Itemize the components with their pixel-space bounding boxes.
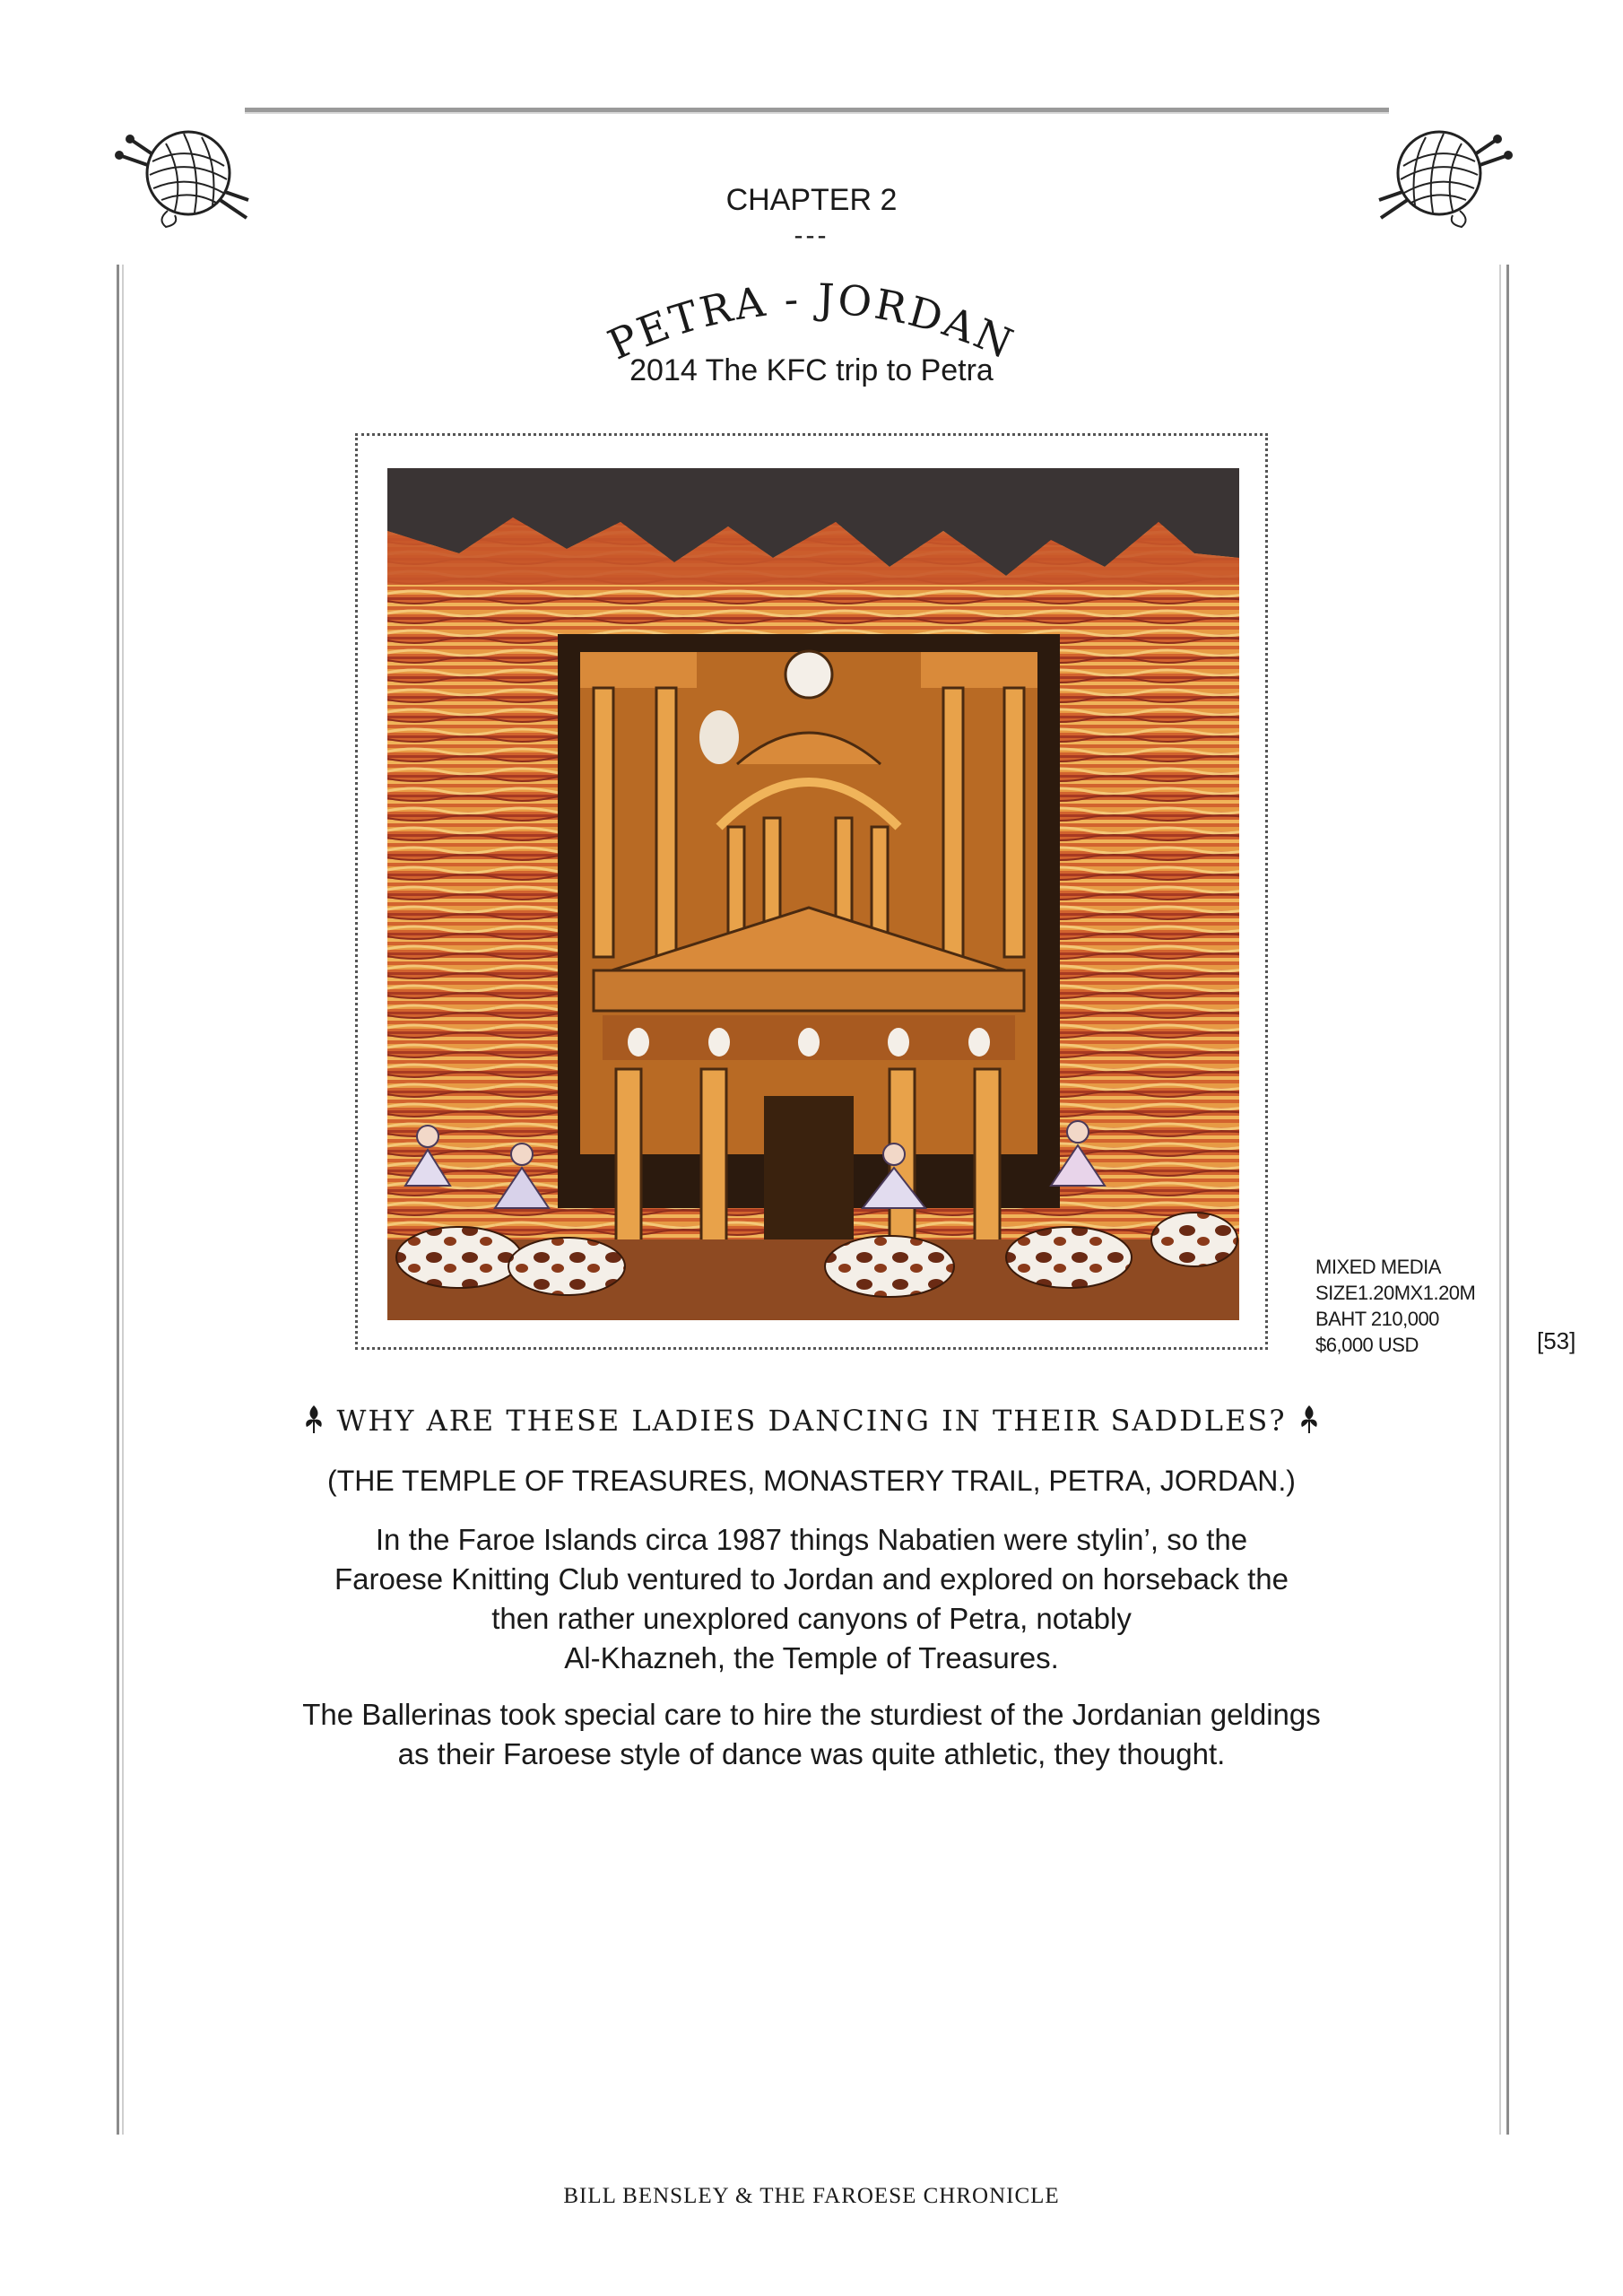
page-subtitle: 2014 The KFC trip to Petra bbox=[629, 353, 994, 387]
paragraph-line: as their Faroese style of dance was quite athletic, they thought. bbox=[397, 1737, 1226, 1770]
story-location: (THE TEMPLE OF TREASURES, MONASTERY TRAIL, PETRA, JORDAN.) bbox=[327, 1465, 1296, 1497]
page-footer: BILL BENSLEY & THE FAROESE CHRONICLE bbox=[563, 2184, 1060, 2208]
artwork-size: SIZE1.20MX1.20M bbox=[1315, 1282, 1476, 1304]
page-title-text: PETRA - JORDAN bbox=[600, 274, 1022, 370]
artwork-image bbox=[387, 468, 1239, 1320]
chapter-separator: --- bbox=[794, 221, 829, 250]
story-heading-text: WHY ARE THESE LADIES DANCING IN THEIR SADDLES? bbox=[336, 1404, 1287, 1438]
chapter-label: CHAPTER 2 bbox=[725, 183, 898, 217]
artwork-medium: MIXED MEDIA bbox=[1315, 1256, 1441, 1278]
flower-ornament-icon bbox=[303, 1404, 325, 1434]
flower-ornament-icon bbox=[1298, 1404, 1320, 1434]
paragraph-line: Al-Khazneh, the Temple of Treasures. bbox=[564, 1641, 1059, 1674]
paragraph-line: The Ballerinas took special care to hire the sturdiest of the Jordanian geldings bbox=[302, 1698, 1321, 1731]
right-border-rule bbox=[1506, 265, 1509, 2135]
paragraph-line: Faroese Knitting Club ventured to Jordan and explored on horseback the bbox=[334, 1562, 1289, 1596]
artwork-caption bbox=[1315, 1254, 1475, 1358]
artwork-price-baht: BAHT 210,000 bbox=[1315, 1308, 1439, 1330]
page-number: [53] bbox=[1537, 1327, 1576, 1354]
artwork-price-usd: $6,000 USD bbox=[1315, 1334, 1419, 1356]
paragraph-line: In the Faroe Islands circa 1987 things Nabatien were stylin’, so the bbox=[375, 1523, 1248, 1556]
top-rule bbox=[245, 108, 1389, 114]
paragraph-line: then rather unexplored canyons of Petra, notably bbox=[491, 1602, 1132, 1635]
story-paragraph-1 bbox=[0, 1520, 1623, 1678]
story-heading bbox=[0, 1404, 1623, 1438]
left-border-rule bbox=[117, 265, 119, 2135]
story-paragraph-2 bbox=[0, 1695, 1623, 1774]
